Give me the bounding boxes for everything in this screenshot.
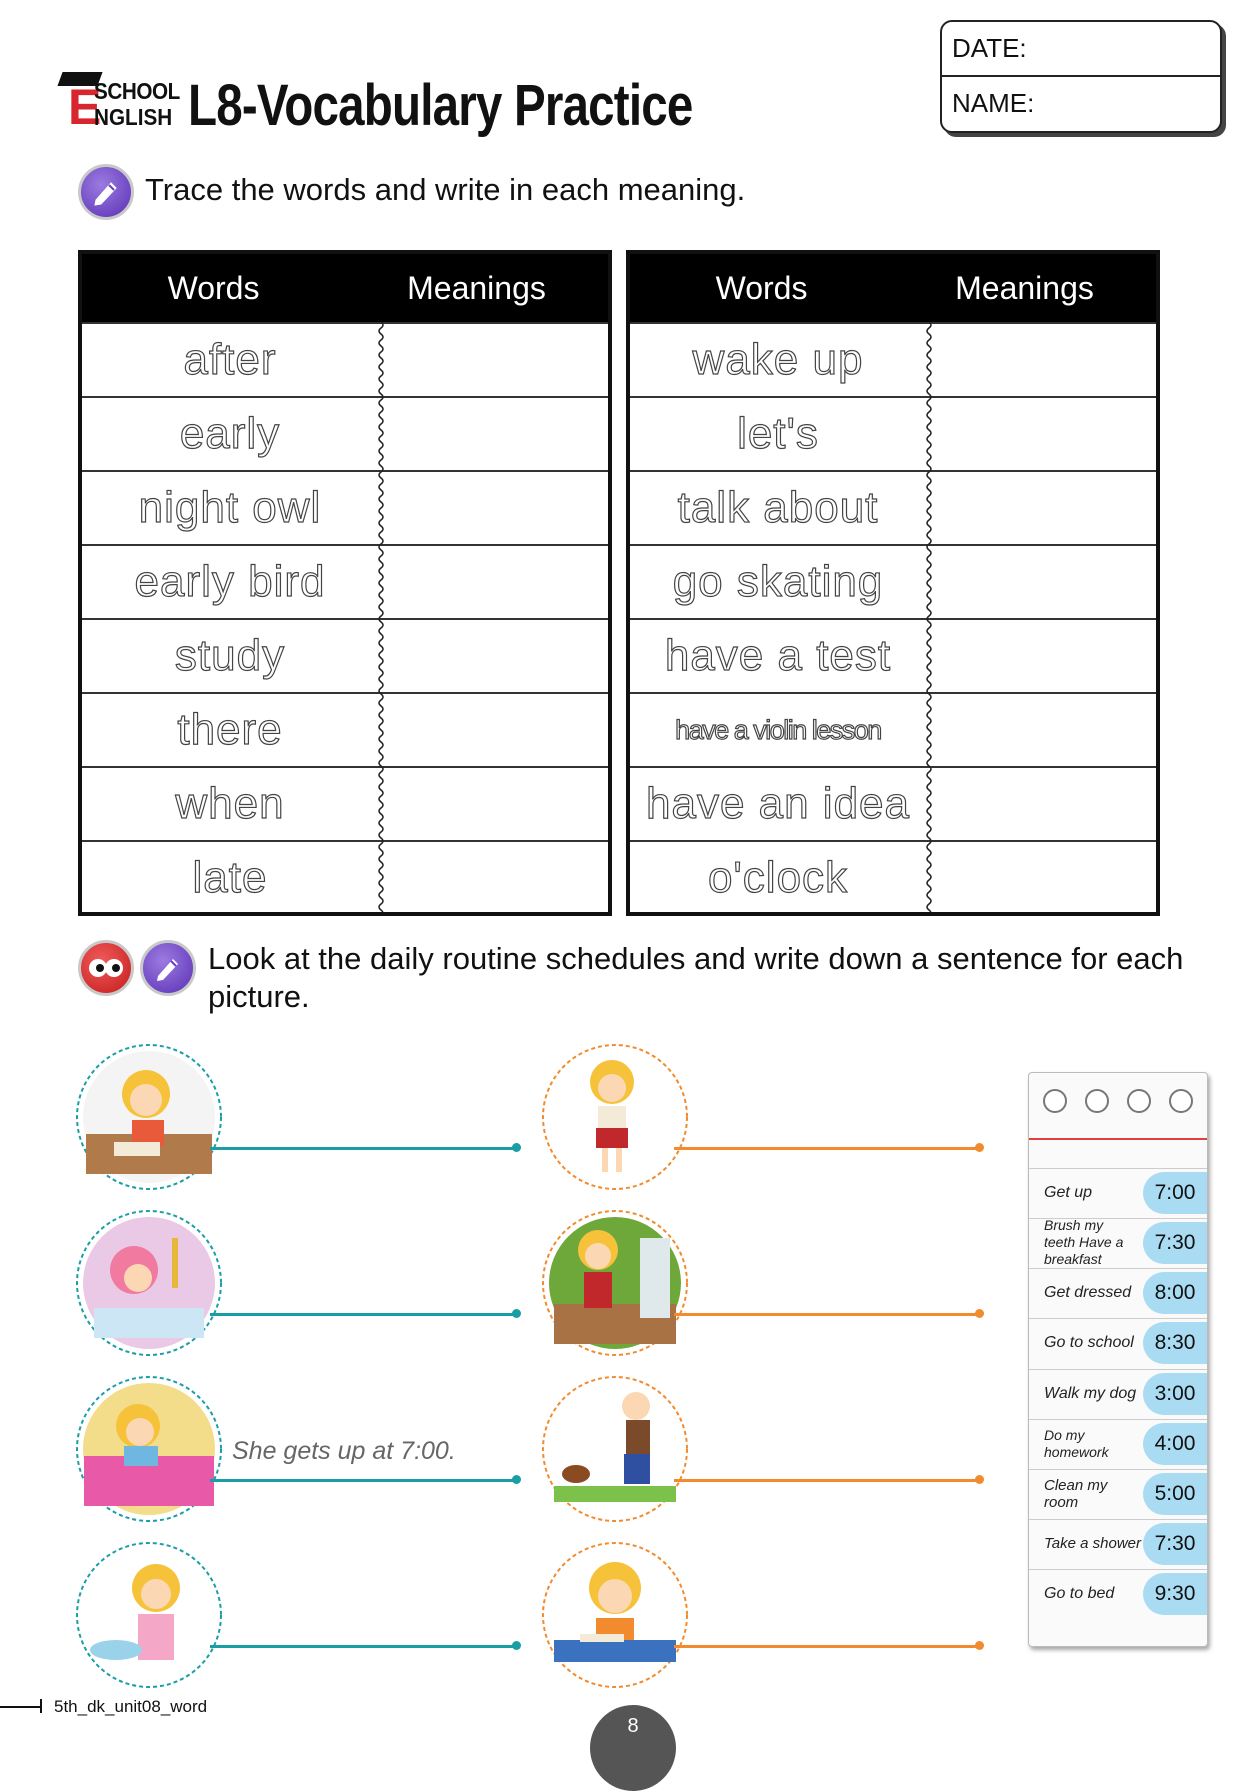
schedule-activity: Go to bed <box>1044 1585 1115 1602</box>
table-row <box>82 618 608 692</box>
date-label: DATE: <box>952 32 1027 63</box>
trace-word[interactable]: let's <box>737 409 819 458</box>
vocab-table-left <box>78 250 612 916</box>
name-field[interactable] <box>942 77 1220 132</box>
page-number: 8 <box>590 1705 676 1791</box>
answer-line[interactable] <box>210 1147 518 1150</box>
table-row <box>82 470 608 544</box>
meaning-cell[interactable] <box>378 768 608 840</box>
meaning-cell[interactable] <box>378 398 608 470</box>
schedule-activity: Clean my room <box>1044 1476 1108 1511</box>
schedule-activity: Walk my dog <box>1044 1385 1137 1402</box>
table-row <box>630 396 1156 470</box>
schedule-activity: Get up <box>1044 1184 1093 1201</box>
trace-word[interactable]: have a violin lesson <box>675 714 881 745</box>
picture-shower <box>74 1208 224 1362</box>
schedule-item <box>1029 1419 1207 1467</box>
table-header <box>630 254 1156 322</box>
schedule-item <box>1029 1519 1207 1567</box>
trace-word[interactable]: study <box>174 631 286 680</box>
line-end-dot <box>512 1475 521 1484</box>
table-row <box>630 322 1156 396</box>
table-row <box>630 840 1156 914</box>
trace-word[interactable]: when <box>175 779 285 828</box>
footer-rule <box>0 1706 42 1708</box>
trace-word[interactable]: early <box>179 409 281 458</box>
schedule-item <box>1029 1569 1207 1617</box>
line-end-dot <box>975 1475 984 1484</box>
schedule-item <box>1029 1318 1207 1366</box>
footer-label: 5th_dk_unit08_word <box>54 1697 208 1716</box>
schedule-item <box>1029 1469 1207 1517</box>
date-name-box <box>940 20 1222 133</box>
schedule-time: 3:00 <box>1143 1373 1207 1415</box>
meaning-cell[interactable] <box>926 472 1156 544</box>
school-english-logo <box>58 72 180 135</box>
schedule-item <box>1029 1268 1207 1316</box>
meaning-cell[interactable] <box>926 398 1156 470</box>
table-row <box>630 618 1156 692</box>
table-row <box>630 692 1156 766</box>
page-title: L8-Vocabulary Practice <box>188 73 693 138</box>
line-end-dot <box>975 1309 984 1318</box>
table-row <box>630 766 1156 840</box>
logo-school-text: SCHOOL <box>94 78 180 104</box>
ring-icon <box>1085 1089 1109 1113</box>
ring-icon <box>1043 1089 1067 1113</box>
wavy-divider <box>376 322 386 912</box>
table-row <box>82 766 608 840</box>
line-end-dot <box>975 1143 984 1152</box>
answer-line[interactable] <box>674 1479 980 1482</box>
table-row <box>630 470 1156 544</box>
trace-word[interactable]: early bird <box>134 557 326 606</box>
line-end-dot <box>512 1309 521 1318</box>
table-row <box>82 322 608 396</box>
line-end-dot <box>975 1641 984 1650</box>
schedule-time: 7:00 <box>1143 1172 1207 1214</box>
schedule-activity: Take a shower <box>1044 1535 1142 1552</box>
table-row <box>82 692 608 766</box>
table-row <box>82 396 608 470</box>
example-sentence: She gets up at 7:00. <box>232 1437 456 1465</box>
trace-word[interactable]: talk about <box>677 483 879 532</box>
col-words: Words <box>167 269 260 306</box>
col-meanings: Meanings <box>407 269 546 306</box>
schedule-item <box>1029 1369 1207 1417</box>
trace-word[interactable]: there <box>177 705 283 754</box>
schedule-item <box>1029 1168 1207 1216</box>
logo-letter-e: E <box>68 79 102 135</box>
schedule-activity: Do my homework <box>1044 1426 1109 1460</box>
picture-reading <box>74 1042 224 1196</box>
picture-homework <box>540 1540 690 1694</box>
vocab-table-right <box>626 250 1160 916</box>
picture-walk-dog <box>540 1374 690 1528</box>
ring-icon <box>1127 1089 1151 1113</box>
meaning-cell[interactable] <box>926 546 1156 618</box>
schedule-time: 8:00 <box>1143 1272 1207 1314</box>
trace-word[interactable]: night owl <box>138 483 322 532</box>
meaning-cell[interactable] <box>378 546 608 618</box>
instruction-schedule: Look at the daily routine schedules and write down a sentence for each picture. <box>208 941 1184 1014</box>
pencil-write-icon <box>140 940 196 996</box>
meaning-cell[interactable] <box>378 842 608 914</box>
date-field[interactable] <box>942 22 1220 77</box>
notepad-rings <box>1043 1089 1193 1113</box>
meaning-cell[interactable] <box>926 620 1156 692</box>
col-words: Words <box>715 269 808 306</box>
table-row <box>82 840 608 914</box>
answer-line[interactable] <box>210 1479 518 1482</box>
meaning-cell[interactable] <box>926 694 1156 766</box>
ring-icon <box>1169 1089 1193 1113</box>
line-end-dot <box>512 1143 521 1152</box>
answer-line[interactable] <box>210 1645 518 1648</box>
trace-word[interactable]: have a test <box>664 631 892 680</box>
table-header <box>82 254 608 322</box>
answer-line[interactable] <box>210 1313 518 1316</box>
name-label: NAME: <box>952 88 1035 119</box>
trace-word[interactable]: o'clock <box>707 853 849 902</box>
footer-tick <box>40 1699 42 1713</box>
meaning-cell[interactable] <box>378 472 608 544</box>
picture-get-dressed <box>540 1208 690 1362</box>
trace-word[interactable]: wake up <box>692 335 864 384</box>
trace-word[interactable]: go skating <box>672 557 884 606</box>
schedule-time: 7:30 <box>1143 1523 1207 1565</box>
logo-english-text: NGLISH <box>94 104 173 130</box>
schedule-time: 7:30 <box>1143 1222 1207 1264</box>
answer-line[interactable] <box>674 1147 980 1150</box>
answer-line[interactable] <box>674 1313 980 1316</box>
daily-schedule-notepad <box>1028 1072 1208 1647</box>
schedule-time: 8:30 <box>1143 1322 1207 1364</box>
instruction-trace: Trace the words and write in each meaning. <box>145 172 746 207</box>
pencil-write-icon <box>78 164 134 220</box>
line-end-dot <box>512 1641 521 1650</box>
schedule-activity: Go to school <box>1044 1334 1134 1351</box>
schedule-item <box>1029 1218 1207 1266</box>
picture-go-to-school <box>540 1042 690 1196</box>
schedule-time: 4:00 <box>1143 1423 1207 1465</box>
picture-brushing-teeth <box>74 1540 224 1694</box>
answer-line[interactable] <box>674 1645 980 1648</box>
meaning-cell[interactable] <box>378 694 608 766</box>
meaning-cell[interactable] <box>378 324 608 396</box>
table-row <box>630 544 1156 618</box>
schedule-activity: Brush my teeth Have a breakfast <box>1044 1217 1124 1267</box>
trace-word[interactable]: late <box>192 853 268 902</box>
schedule-time: 9:30 <box>1143 1573 1207 1615</box>
trace-word[interactable]: have an idea <box>646 779 910 828</box>
meaning-cell[interactable] <box>926 324 1156 396</box>
table-row <box>82 544 608 618</box>
schedule-activity: Get dressed <box>1044 1284 1132 1301</box>
notepad-red-line <box>1029 1138 1207 1140</box>
trace-word[interactable]: after <box>183 335 277 384</box>
wavy-divider <box>924 322 934 912</box>
meaning-cell[interactable] <box>926 768 1156 840</box>
col-meanings: Meanings <box>955 269 1094 306</box>
schedule-time: 5:00 <box>1143 1473 1207 1515</box>
eyes-look-icon <box>78 940 134 996</box>
meaning-cell[interactable] <box>926 842 1156 914</box>
meaning-cell[interactable] <box>378 620 608 692</box>
picture-wake-up <box>74 1374 224 1528</box>
